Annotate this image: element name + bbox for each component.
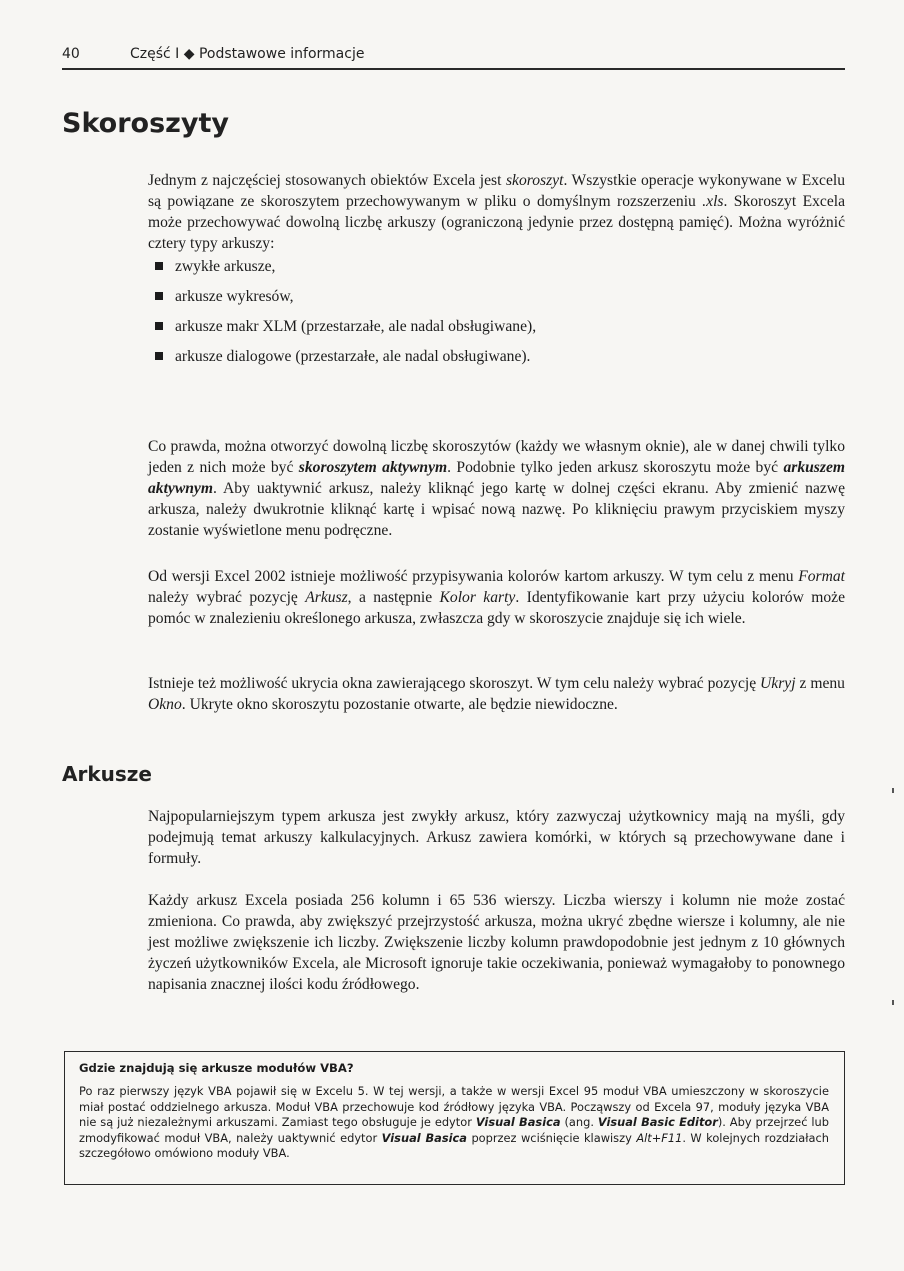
bullet-square-icon xyxy=(155,322,163,330)
sidebar-body: Po raz pierwszy język VBA pojawił się w Excelu 5. W tej wersji, a także w wersji Excel 95 moduł VBA umieszczony w skoroszycie miał postać oddzielnego arkusza. Moduł VBA przechowuje kod źródłowy języka VBA. Począwszy od Excela 97, moduły języka VBA nie są już niezależnymi arkuszami. Zamiast tego obsługuje je edytor Visual Basica (ang. Visual Basic Editor). Aby przejrzeć lub zmodyfikować moduł VBA, należy uaktywnić edytor Visual Basica poprzez wciśnięcie klawiszy Alt+F11. W kolejnych rozdziałach szczegółowo omówiono moduły VBA. xyxy=(79,1084,829,1161)
bullet-square-icon xyxy=(155,262,163,270)
list-item: arkusze dialogowe (przestarzałe, ale nadal obsługiwane). xyxy=(148,346,838,367)
sidebar-note xyxy=(64,1051,845,1185)
paragraph-worksheets: Najpopularniejszym typem arkusza jest zwykły arkusz, który zazwyczaj użytkownicy mają na myśli, gdy podejmują temat arkuszy kalkulacyjnych. Arkusz zawiera komórki, w których są przechowywane dane i formuły. xyxy=(148,808,845,867)
scan-speck xyxy=(892,1000,894,1005)
paragraph-active-workbook: Co prawda, można otworzyć dowolną liczbę skoroszytów (każdy we własnym oknie), ale w danej chwili tylko jeden z nich może być skoroszytem aktywnym. Podobnie tylko jeden arkusz skoroszytu może być arkuszem aktywnym. Aby uaktywnić arkusz, należy kliknąć jego kartę w dolnej części ekranu. Aby zmienić nazwę arkusza, należy dwukrotnie kliknąć kartę i wpisać nową nazwę. Po kliknięciu prawym przyciskiem myszy zostanie wyświetlone menu podręczne. xyxy=(148,438,845,539)
bullet-square-icon xyxy=(155,352,163,360)
section-title: Arkusze xyxy=(62,762,152,786)
sheet-types-list xyxy=(148,256,838,376)
running-header xyxy=(62,40,845,70)
paragraph-columns-rows: Każdy arkusz Excela posiada 256 kolumn i 65 536 wierszy. Liczba wierszy i kolumn nie może zostać zmieniona. Co prawda, aby zwiększyć przejrzystość arkusza, można ukryć zbędne wiersze i kolumny, ale nie jest możliwe zwiększenie ich liczby. Zwiększenie liczby kolumn prawdopodobnie jest jednym z 10 głównych życzeń użytkowników Excela, ale Microsoft ignoruje takie oczekiwania, ponieważ wymagałoby to ponownego napisania znacznej ilości kodu źródłowego. xyxy=(148,892,845,993)
paragraph-workbooks-intro: Jednym z najczęściej stosowanych obiektów Excela jest skoroszyt. Wszystkie operacje wykonywane w Excelu są powiązane ze skoroszytem przechowywanym w pliku o domyślnym rozszerzeniu .xls. Skoroszyt Excela może przechowywać dowolną liczbę arkuszy (ograniczoną jedynie przez dostępną pamięć). Można wyróżnić cztery typy arkuszy: xyxy=(148,172,845,252)
term-skoroszyt: skoroszyt xyxy=(505,172,564,189)
page-number: 40 xyxy=(62,46,80,62)
paragraph-tab-colors: Od wersji Excel 2002 istnieje możliwość przypisywania kolorów kartom arkuszy. W tym celu z menu Format należy wybrać pozycję Arkusz, a następnie Kolor karty. Identyfikowanie kart przy użyciu kolorów może pomóc w znalezieniu określonego arkusza, zwłaszcza gdy w skoroszycie znajduje się ich wiele. xyxy=(148,568,845,627)
sidebar-title: Gdzie znajdują się arkusze modułów VBA? xyxy=(79,1061,354,1075)
paragraph-hide-window: Istnieje też możliwość ukrycia okna zawierającego skoroszyt. W tym celu należy wybrać pozycję Ukryj z menu Okno. Ukryte okno skoroszytu pozostanie otwarte, ale będzie niewidoczne. xyxy=(148,675,845,713)
chapter-title: Skoroszyty xyxy=(62,108,229,139)
list-item: zwykłe arkusze, xyxy=(148,256,838,277)
scan-speck xyxy=(892,788,894,793)
term-xls: .xls xyxy=(702,193,724,210)
list-item: arkusze makr XLM (przestarzałe, ale nadal obsługiwane), xyxy=(148,316,838,337)
running-title: Część I ◆ Podstawowe informacje xyxy=(130,46,365,62)
list-item: arkusze wykresów, xyxy=(148,286,838,307)
bullet-square-icon xyxy=(155,292,163,300)
